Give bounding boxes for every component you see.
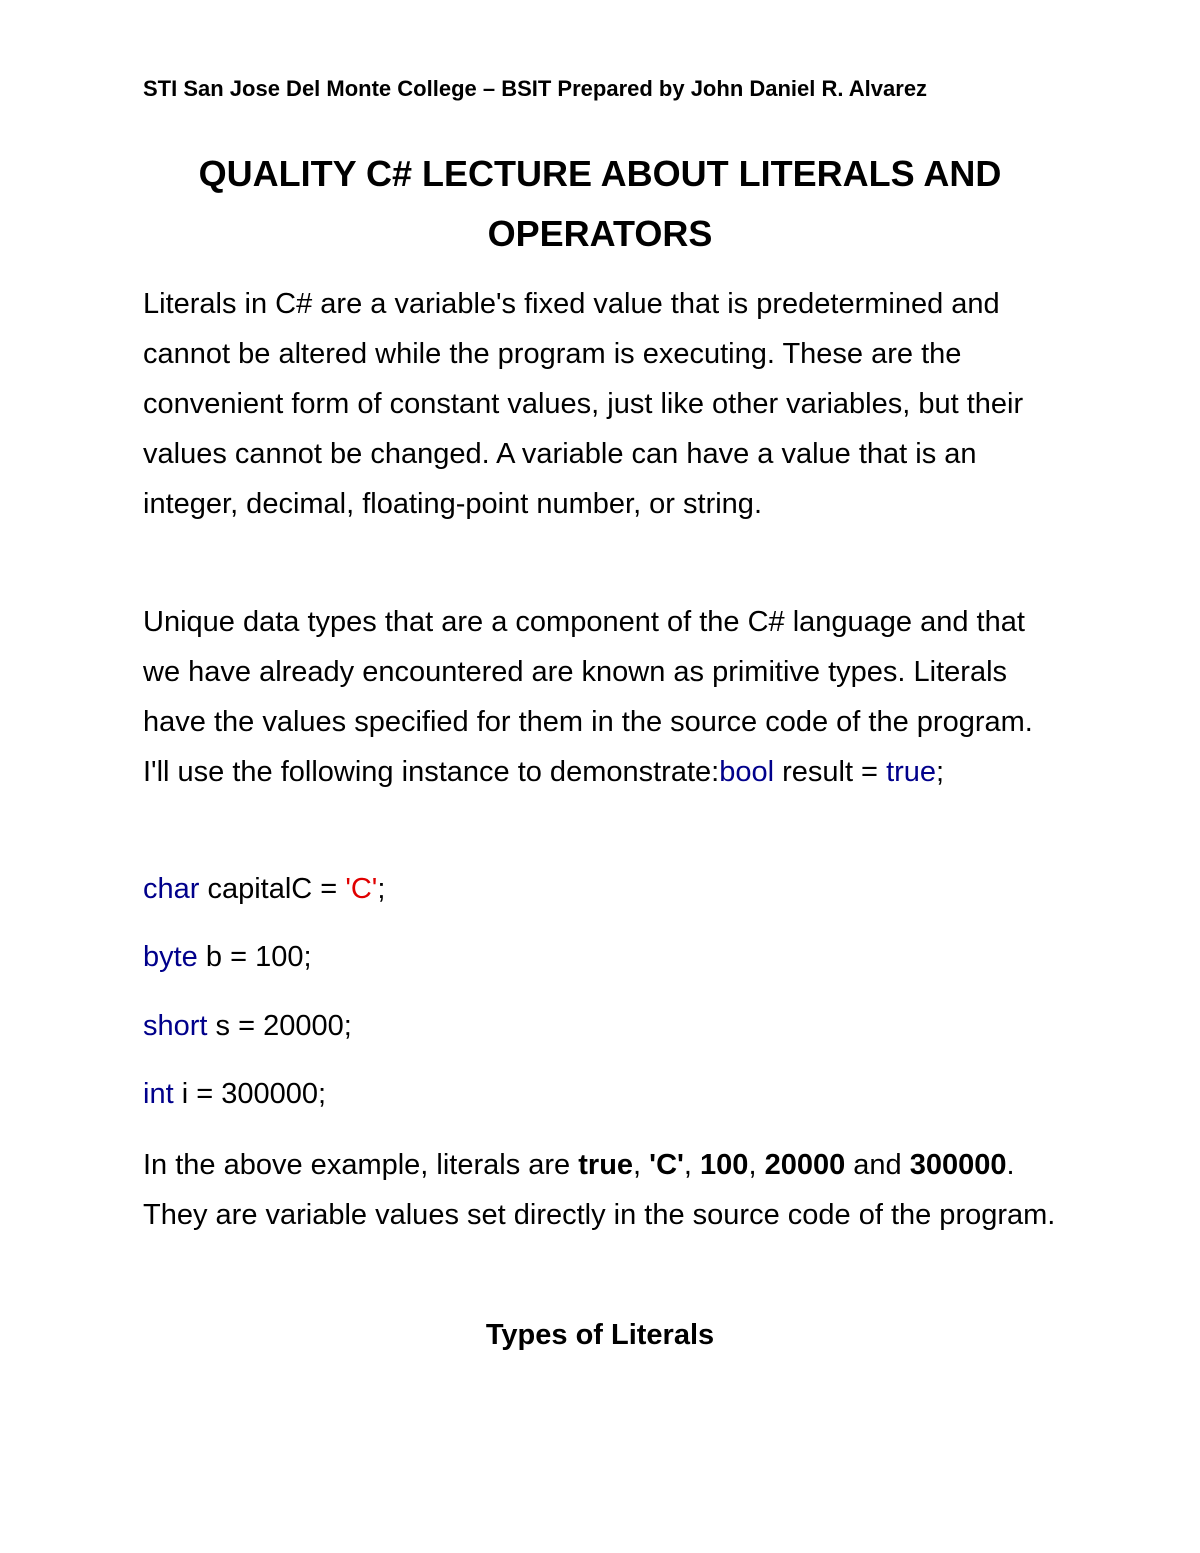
code-text: i = 300000; — [173, 1078, 327, 1110]
paragraph-literals-definition: Literals in C# are a variable's fixed value that is predetermined and cannot be altered while the program is executing. These are the convenient form of constant values, just like other variables, but their values cannot be changed. A variable can have a value that is an integer, decimal, floating-point number, or string. — [143, 288, 1024, 520]
code-keyword-int: int — [143, 1078, 174, 1110]
title-line-2: OPERATORS — [487, 213, 713, 254]
literal-100: 100 — [700, 1149, 749, 1181]
title-line-1: QUALITY C# LECTURE ABOUT LITERALS AND — [198, 153, 1002, 194]
code-text: capitalC = — [199, 873, 346, 905]
separator: , — [748, 1149, 765, 1181]
code-text: result = — [774, 756, 887, 788]
literal-c: 'C' — [649, 1149, 684, 1181]
separator: , — [683, 1149, 701, 1181]
paragraph-example-explanation — [143, 1140, 1063, 1240]
code-text: s = 20000; — [207, 1010, 352, 1042]
literal-300000: 300000 — [909, 1149, 1007, 1181]
explanation-text: . They are variable values set directly in the source code of the program. — [143, 1149, 1056, 1231]
literal-20000: 20000 — [764, 1149, 846, 1181]
code-semicolon: ; — [936, 756, 945, 788]
code-line-short — [143, 1001, 1063, 1051]
section-heading-types-of-literals: Types of Literals — [485, 1319, 715, 1351]
document-title — [100, 144, 1100, 264]
separator: , — [633, 1149, 650, 1181]
code-line-int — [143, 1069, 1063, 1119]
code-keyword-short: short — [143, 1010, 208, 1042]
paragraph-primitive-types — [143, 597, 1063, 797]
paragraph-primitive-types-text: Unique data types that are a component of the C# language and that we have already encountered are known as primitive types. Literals have the values specified for them in the source code of the program. I'll use the following instance to demonstrate: — [143, 606, 1033, 788]
page-header: STI San Jose Del Monte College – BSIT Prepared by John Daniel R. Alvarez — [143, 76, 928, 101]
explanation-text: In the above example, literals are — [143, 1149, 579, 1181]
code-text: b = 100; — [197, 941, 312, 973]
code-keyword-char: char — [143, 873, 200, 905]
code-keyword-bool: bool — [719, 756, 775, 788]
separator: and — [845, 1149, 910, 1181]
code-char-literal: 'C' — [345, 873, 378, 905]
code-semicolon: ; — [377, 873, 386, 905]
code-keyword-byte: byte — [143, 941, 198, 973]
code-line-byte — [143, 932, 1063, 982]
code-line-char — [143, 864, 1063, 914]
code-value-true: true — [886, 756, 937, 788]
literal-true: true — [578, 1149, 634, 1181]
